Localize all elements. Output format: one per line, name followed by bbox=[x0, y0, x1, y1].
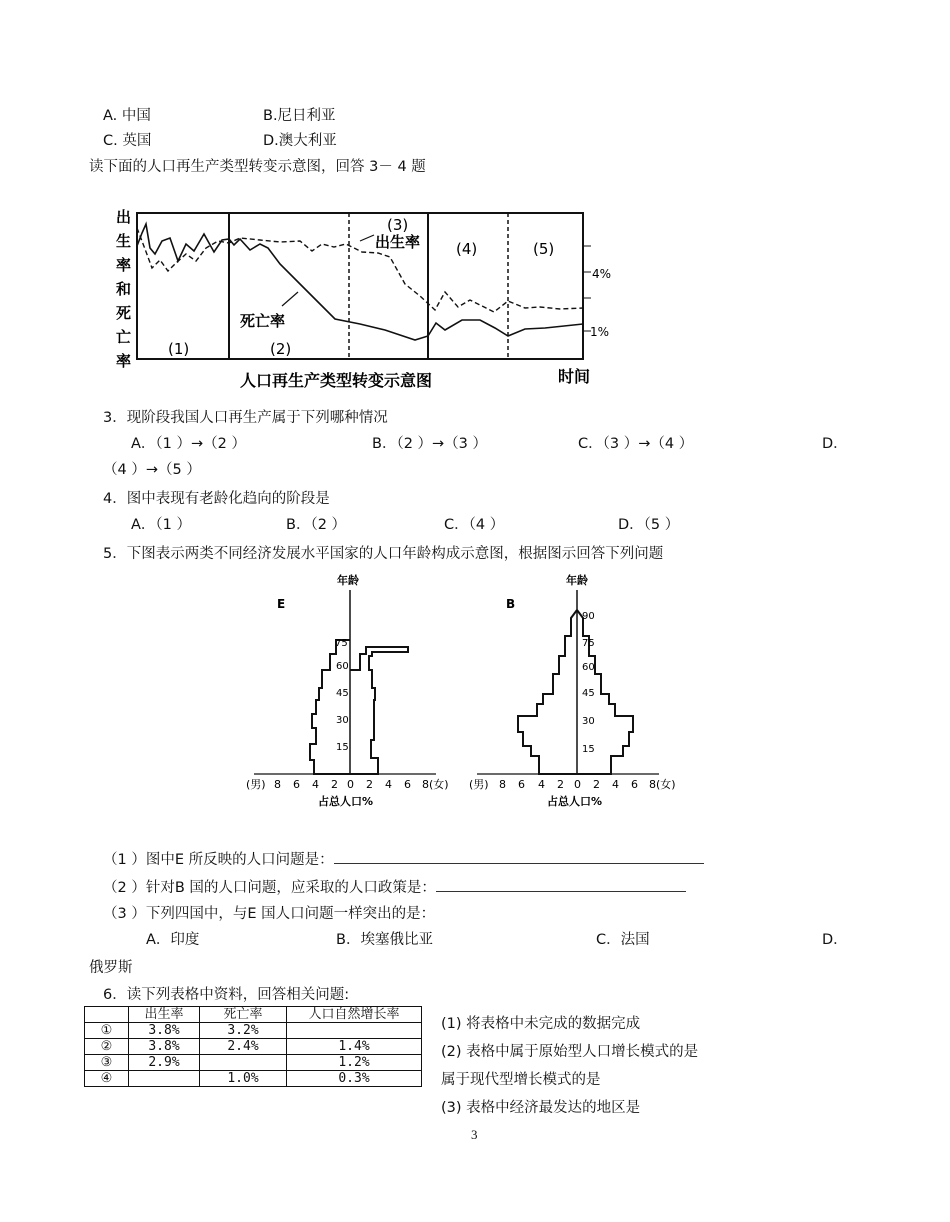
table-cell: ② bbox=[85, 1039, 129, 1055]
age-tick: 75 bbox=[582, 638, 595, 649]
age-tick: 90 bbox=[582, 611, 595, 622]
q4-option-a: A．（1 ） bbox=[131, 517, 192, 533]
q5-sub2-text: （2 ）针对B 国的人口问题，应采取的人口政策是： bbox=[103, 880, 436, 896]
q3-option-c: C．（3 ）→（4 ） bbox=[578, 436, 694, 452]
x-tick: 2 bbox=[331, 778, 338, 791]
age-tick: 30 bbox=[582, 716, 595, 727]
q5-option-c: C．法国 bbox=[596, 932, 650, 948]
q3-option-b: B．（2 ）→（3 ） bbox=[372, 436, 488, 452]
q5-option-a: A．印度 bbox=[146, 932, 200, 948]
answer-blank[interactable] bbox=[334, 849, 704, 864]
x-tick: 2 bbox=[366, 778, 373, 791]
q2-option-a: A. 中国 bbox=[103, 108, 151, 124]
y-tick: 4% bbox=[592, 267, 612, 281]
intro-3-4: 读下面的人口再生产类型转变示意图，回答 3－ 4 题 bbox=[89, 159, 426, 175]
x-tick: (男) bbox=[246, 778, 266, 791]
table-header-cell: 人口自然增长率 bbox=[287, 1007, 422, 1023]
stage-label: (4) bbox=[456, 240, 478, 258]
q3-option-d-cont: （4 ）→（5 ） bbox=[103, 462, 201, 478]
q5-option-d-cont: 俄罗斯 bbox=[89, 960, 133, 976]
table-cell: 2.9% bbox=[129, 1055, 200, 1071]
x-tick: 4 bbox=[385, 778, 392, 791]
x-tick: 0 bbox=[347, 778, 354, 791]
y-label-7: 率 bbox=[116, 352, 132, 370]
age-axis-title: 年龄 bbox=[337, 574, 359, 587]
table-cell bbox=[129, 1071, 200, 1087]
y-label-5: 死 bbox=[116, 304, 132, 322]
x-tick: 2 bbox=[557, 778, 564, 791]
birth-rate-label: 出生率 bbox=[375, 233, 421, 251]
x-caption: 占总人口% bbox=[318, 795, 374, 808]
table-cell bbox=[287, 1023, 422, 1039]
table-cell: 3.8% bbox=[129, 1023, 200, 1039]
y-tick: 1% bbox=[590, 325, 610, 339]
table-cell: 3.8% bbox=[129, 1039, 200, 1055]
q5-sub1 bbox=[103, 849, 704, 870]
table-cell: 3.2% bbox=[200, 1023, 287, 1039]
age-axis-title: 年龄 bbox=[566, 574, 588, 587]
q5-stem: 5．下图表示两类不同经济发展水平国家的人口年龄构成示意图，根据图示回答下列问题 bbox=[103, 546, 664, 562]
q2-option-b: B.尼日利亚 bbox=[263, 108, 336, 124]
table-row bbox=[85, 1055, 422, 1071]
x-caption: 占总人口% bbox=[547, 795, 603, 808]
q5-option-b: B．埃塞俄比亚 bbox=[336, 932, 433, 948]
x-tick: 6 bbox=[404, 778, 411, 791]
x-tick: 6 bbox=[631, 778, 638, 791]
table-row bbox=[85, 1023, 422, 1039]
table-cell: 2.4% bbox=[200, 1039, 287, 1055]
table-cell: ④ bbox=[85, 1071, 129, 1087]
q5-sub3: （3 ）下列四国中，与E 国人口问题一样突出的是： bbox=[103, 906, 436, 922]
x-tick: 8 bbox=[274, 778, 281, 791]
age-tick: 15 bbox=[336, 742, 349, 753]
table-cell: 1.4% bbox=[287, 1039, 422, 1055]
q4-stem: 4．图中表现有老龄化趋向的阶段是 bbox=[103, 491, 330, 507]
q3-option-a: A．（1 ）→（2 ） bbox=[131, 436, 246, 452]
stage-label: (3) bbox=[387, 216, 409, 234]
table-header-cell bbox=[85, 1007, 129, 1023]
table-row bbox=[85, 1071, 422, 1087]
x-tick: 2 bbox=[593, 778, 600, 791]
q6-side-4: (3) 表格中经济最发达的地区是 bbox=[441, 1100, 641, 1116]
x-tick: (男) bbox=[469, 778, 489, 791]
table-header-row bbox=[85, 1007, 422, 1023]
x-tick: 8(女) bbox=[649, 778, 676, 791]
age-tick: 75 bbox=[335, 638, 348, 649]
q3-stem: 3．现阶段我国人口再生产属于下列哪种情况 bbox=[103, 410, 388, 426]
table-row bbox=[85, 1039, 422, 1055]
q6-side-1: (1) 将表格中未完成的数据完成 bbox=[441, 1016, 641, 1032]
chart-title: 人口再生产类型转变示意图 bbox=[240, 371, 433, 390]
stage-label: (2) bbox=[270, 340, 292, 358]
q4-option-d: D．（5 ） bbox=[618, 517, 680, 533]
age-tick: 30 bbox=[336, 715, 349, 726]
table-cell: ① bbox=[85, 1023, 129, 1039]
q6-side-3: 属于现代型增长模式的是 bbox=[441, 1072, 601, 1088]
q5-sub1-text: （1 ）图中E 所反映的人口问题是： bbox=[103, 852, 334, 868]
stage-label: (5) bbox=[533, 240, 555, 258]
pyramid-b bbox=[463, 570, 688, 820]
age-tick: 45 bbox=[336, 688, 349, 699]
x-tick: 6 bbox=[518, 778, 525, 791]
x-tick: 8(女) bbox=[422, 778, 449, 791]
x-tick: 0 bbox=[574, 778, 581, 791]
q5-option-d: D． bbox=[822, 932, 848, 948]
answer-blank[interactable] bbox=[436, 877, 686, 892]
age-tick: 60 bbox=[582, 662, 595, 673]
x-tick: 4 bbox=[312, 778, 319, 791]
q2-option-c: C. 英国 bbox=[103, 133, 152, 149]
table-cell bbox=[200, 1055, 287, 1071]
table-header-cell: 出生率 bbox=[129, 1007, 200, 1023]
death-rate-label: 死亡率 bbox=[240, 312, 286, 330]
table-cell: 0.3% bbox=[287, 1071, 422, 1087]
table-header-cell: 死亡率 bbox=[200, 1007, 287, 1023]
q6-side-2: (2) 表格中属于原始型人口增长模式的是 bbox=[441, 1044, 699, 1060]
y-label-3: 率 bbox=[116, 256, 132, 274]
x-tick: 6 bbox=[293, 778, 300, 791]
q3-option-d: D． bbox=[822, 436, 848, 452]
page-number: 3 bbox=[471, 1127, 478, 1142]
rates-table bbox=[84, 1006, 422, 1087]
death-rate-line bbox=[137, 224, 583, 340]
x-tick: 8 bbox=[499, 778, 506, 791]
q5-sub2 bbox=[103, 877, 686, 898]
x-axis-label: 时间 bbox=[558, 367, 591, 386]
y-label-2: 生 bbox=[116, 232, 132, 250]
x-tick: 4 bbox=[538, 778, 545, 791]
age-tick: 60 bbox=[336, 661, 349, 672]
q6-stem: 6．读下列表格中资料，回答相关问题: bbox=[103, 987, 350, 1003]
y-label-6: 亡 bbox=[116, 328, 132, 346]
age-tick: 45 bbox=[582, 688, 595, 699]
table-cell: 1.2% bbox=[287, 1055, 422, 1071]
age-tick: 15 bbox=[582, 744, 595, 755]
y-label-1: 出 bbox=[116, 208, 132, 226]
y-label-4: 和 bbox=[116, 280, 132, 298]
table-cell: 1.0% bbox=[200, 1071, 287, 1087]
transition-chart bbox=[100, 186, 620, 396]
stage-label: (1) bbox=[168, 340, 190, 358]
pyramid-label: B bbox=[506, 597, 516, 611]
pyramid-e bbox=[240, 570, 465, 820]
table-cell: ③ bbox=[85, 1055, 129, 1071]
q4-option-c: C．（4 ） bbox=[444, 517, 505, 533]
q2-option-d: D.澳大利亚 bbox=[263, 133, 337, 149]
x-tick: 4 bbox=[612, 778, 619, 791]
pyramid-label: E bbox=[277, 597, 286, 611]
q4-option-b: B．（2 ） bbox=[286, 517, 347, 533]
